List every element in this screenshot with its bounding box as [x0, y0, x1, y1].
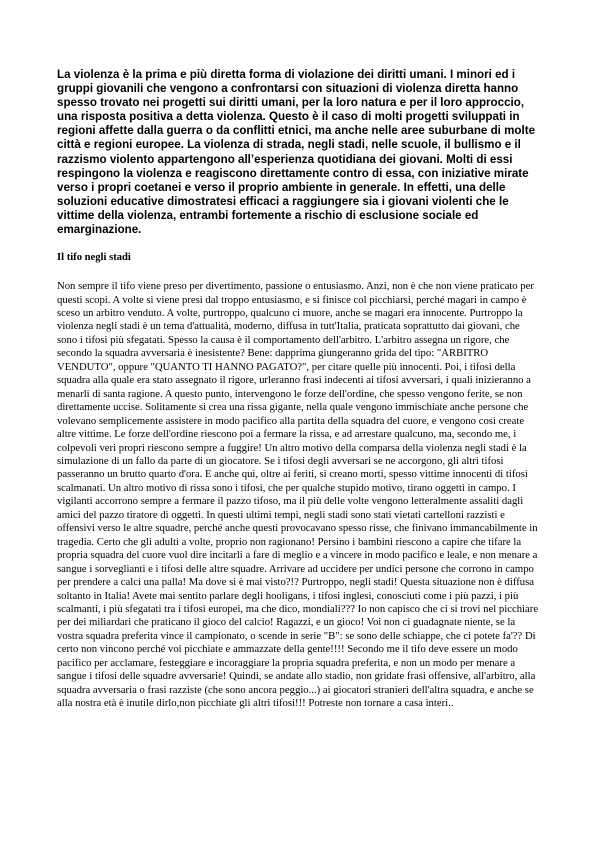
body-paragraph: Non sempre il tifo viene preso per divertimento, passione o entusiasmo. Anzi, non è che non viene praticato per questi scopi. A volte si viene presi dal troppo entusiasmo, e si finisce col picchiarsi, perché magari in campo è sceso un arbitro venduto. A volte, purtroppo, qualcuno ci muore, anche se magari era innocente. Purtroppo la violenza negli stadi è un tema d'attualità, moderno, diffusa in tutt'Italia, praticata soprattutto dai giovani, che sono i tifosi più sfegatati. Spesso la causa è il comportamento dell'arbitro. L'arbitro assegna un rigore, che secondo la squadra avversaria è inesistente? Bene: dapprima giungeranno grida del tipo: "ARBITRO VENDUTO", oppure "QUANTO TI HANNO PAGATO?", per citare quelle più innocenti. Poi, i tifosi della squadra alla quale era stato assegnato il rigore, urleranno frasi indecenti ai tifosi avversari, i quali inizieranno a menarli di santa ragione. A questo punto, intervengono le forze dell'ordine, che spesso vengono ferite, se non direttamente uccise. Solitamente si crea una rissa gigante, nella quale vengono immischiate anche persone che volevano semplicemente assistere in modo pacifico alla partita della squadra del cuore, e vengono così create altre vittime. Le forze dell'ordine riescono poi a fermare la rissa, e ad arrestare qualcuno, ma, secondo me, i colpevoli veri propri riescono sempre a fuggire! Un altro motivo della comparsa della violenza negli stadi è la simulazione di un fallo da parte di un giocatore. Se i tifosi degli avversari se ne accorgono, gli altri tifosi passeranno un brutto quarto d'ora. E anche qui, oltre ai feriti, si creano morti, spesso vittime innocenti di tifosi scalmanati. Un altro motivo di rissa sono i tifosi, che per qualche stupido motivo, tirano oggetti in campo. I vigilanti accorrono sempre a fermare il pazzo tifoso, ma il più delle volte vengono letteralmente assaliti dagli amici del pazzo tiratore di oggetti. In questi ultimi tempi, negli stadi sono stati vietati cartelloni razzisti e offensivi verso le altre squadre, perché anche questi provocavano spesso risse, che finivano immancabilmente in tragedia. Certo che gli adulti a volte, proprio non ragionano! Persino i bambini riescono a capire che tifare la propria squadra del cuore vuol dire incitarli a fare di meglio e a vincere in modo pacifico e leale, e non menare a sangue i sorveglianti e i tifosi delle altre squadre. Arrivare ad uccidere per undici persone che corrono in campo per prendere a calci una palla! Ma dove si è mai visto?!? Purtroppo, negli stadi! Questa situazione non è diffusa soltanto in Italia! Avete mai sentito parlare degli hooligans, i tifosi inglesi, conosciuti come i più pazzi, i più scalmanti, i più sfegatati tra i tifosi europei, ma che dico, mondiali??? Io non capisco che ci si trovi nel picchiare per dei miliardari che praticano il gioco del calcio! Ragazzi, e un gioco! Voi non ci guadagnate niente, se la vostra squadra preferita vince il campionato, o scende in serie "B": se sono delle schiappe, che ci potete fa'?? Di certo non vincono perché voi picchiate e ammazzate della gente!!!! Secondo me il tifo deve essere un modo pacifico per acclamare, festeggiare e incoraggiare la propria squadra preferita, e non un modo per menare a sangue i tifosi delle squadre avversarie! Quindi, se andate allo stadio, non gridate frasi offensive, all'arbitro, alla squadra avversaria o frasi razziste (che sono ancora peggio...) ai giocatori stranieri dell'altra squadra, e anche se alla nostra età è inutile dirlo,non picchiate gli altri tifosi!!! Potreste non tornare a casa interi..: [57, 280, 539, 710]
document-page: [57, 68, 541, 711]
intro-paragraph: La violenza è la prima e più diretta forma di violazione dei diritti umani. I minori ed i gruppi giovanili che vengono a confrontarsi con situazioni di violenza diretta hanno spesso trovato nei progetti sui diritti umani, per la loro natura e per il loro approccio, una risposta positiva a detta violenza. Questo è il caso di molti progetti sviluppati in regioni affette dalla guerra o da conflitti etnici, ma anche nelle aree suburbane di molte città e regioni europee. La violenza di strada, negli stadi, nelle scuole, il bullismo e il razzismo violento appartengono all’esperienza quotidiana dei giovani. Molti di essi respingono la violenza e reagiscono direttamente contro di essa, con iniziative mirate verso i propri coetanei e verso il proprio ambiente in generale. In effetti, una delle soluzioni educative dimostratesi efficaci a raggiungere sia i giovani violenti che le vittime della violenza, entrambi fortemente a rischio di esclusione sociale ed emarginazione.: [57, 68, 536, 237]
section-heading: Il tifo negli stadi: [57, 252, 131, 264]
